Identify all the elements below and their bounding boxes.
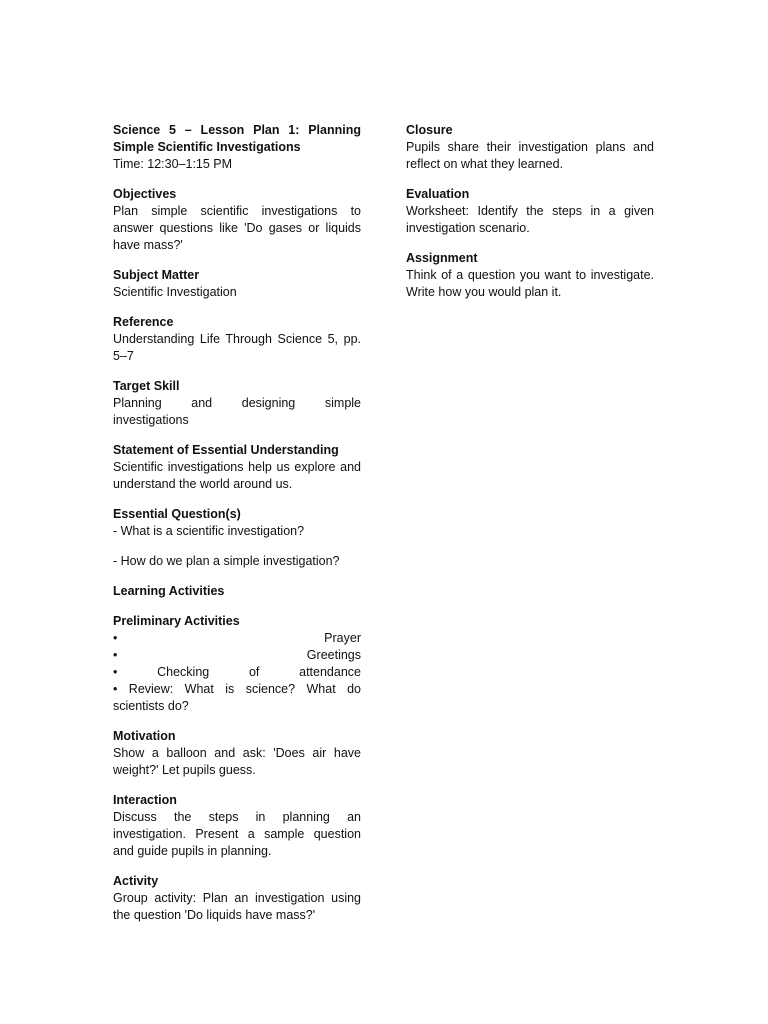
preliminary-bullet-review: • Review: What is science? What do scientists do? <box>113 682 361 713</box>
preliminary-activities-heading: Preliminary Activities <box>113 614 240 628</box>
interaction-section <box>113 792 361 860</box>
objectives-text: Plan simple scientific investigations to answer questions like 'Do gases or liquids have mass?' <box>113 204 361 252</box>
essential-question-1: - What is a scientific investigation? <box>113 524 305 538</box>
interaction-heading: Interaction <box>113 793 177 807</box>
reference-heading: Reference <box>113 315 174 329</box>
assignment-section <box>406 250 654 301</box>
document-title: Science 5 – Lesson Plan 1: Planning Simple Scientific Investigations <box>113 123 361 154</box>
closure-text: Pupils share their investigation plans and reflect on what they learned. <box>406 140 654 171</box>
subject-matter-heading: Subject Matter <box>113 268 200 282</box>
essential-understanding-heading: Statement of Essential Understanding <box>113 443 339 457</box>
preliminary-activities-section <box>113 613 361 715</box>
activity-heading: Activity <box>113 874 159 888</box>
activity-section <box>113 873 361 924</box>
objectives-section <box>113 186 361 254</box>
essential-question-2: - How do we plan a simple investigation? <box>113 554 340 568</box>
interaction-text: Discuss the steps in planning an investigation. Present a sample question and guide pupils in planning. <box>113 810 361 858</box>
preliminary-bullet-attendance: • Checking of attendance <box>113 665 361 679</box>
learning-activities-heading: Learning Activities <box>113 584 225 598</box>
assignment-heading: Assignment <box>406 251 478 265</box>
reference-text: Understanding Life Through Science 5, pp. 5–7 <box>113 332 361 363</box>
right-column <box>406 122 654 314</box>
essential-questions-section <box>113 506 361 570</box>
motivation-heading: Motivation <box>113 729 176 743</box>
left-column <box>113 122 361 937</box>
essential-understanding-text: Scientific investigations help us explore and understand the world around us. <box>113 460 361 491</box>
subject-matter-text: Scientific Investigation <box>113 285 237 299</box>
target-skill-line-1: Planning and designing simple <box>113 396 361 410</box>
closure-section <box>406 122 654 173</box>
evaluation-text: Worksheet: Identify the steps in a given investigation scenario. <box>406 204 654 235</box>
target-skill-heading: Target Skill <box>113 379 180 393</box>
subject-matter-section <box>113 267 361 301</box>
target-skill-section <box>113 378 361 429</box>
motivation-text: Show a balloon and ask: 'Does air have weight?' Let pupils guess. <box>113 746 361 777</box>
objectives-heading: Objectives <box>113 187 177 201</box>
reference-section <box>113 314 361 365</box>
evaluation-heading: Evaluation <box>406 187 470 201</box>
essential-understanding-section <box>113 442 361 493</box>
motivation-section <box>113 728 361 779</box>
learning-activities-section <box>113 583 361 600</box>
preliminary-bullet-greetings: • Greetings <box>113 648 361 662</box>
target-skill-line-2: investigations <box>113 413 189 427</box>
evaluation-section <box>406 186 654 237</box>
closure-heading: Closure <box>406 123 453 137</box>
activity-text: Group activity: Plan an investigation using the question 'Do liquids have mass?' <box>113 891 361 922</box>
lesson-time: Time: 12:30–1:15 PM <box>113 157 233 171</box>
essential-questions-heading: Essential Question(s) <box>113 507 241 521</box>
preliminary-bullet-prayer: • Prayer <box>113 631 361 645</box>
assignment-text: Think of a question you want to investigate. Write how you would plan it. <box>406 268 654 299</box>
